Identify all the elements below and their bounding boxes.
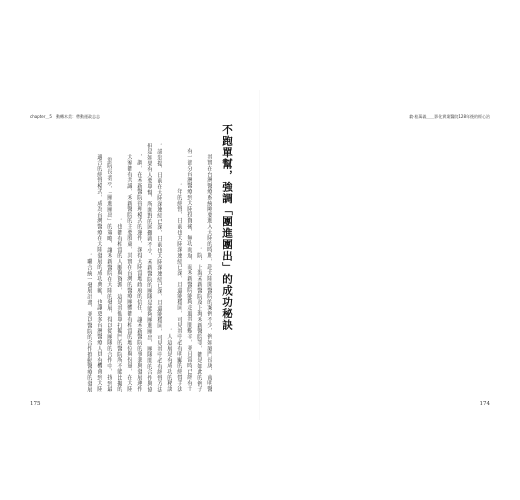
text-column: 其實在台灣醫療系統剛要進入大陸的時期，赴大陸開醫院的案例不少，例如廈門長庚、南明醫 (206, 154, 212, 392)
right-page (260, 0, 520, 500)
text-column: 大家都有共識，禾新醫院的主要股東，其實在台灣的醫療團體都有相當的地位與份量，在大陸 (126, 154, 132, 392)
text-column: 聯合統一發展計畫，並以醫院的合作推動醫療的發展。 (86, 252, 92, 392)
text-column: 翁院長表示，「團進團出」的策略，讓禾新醫院在大陸的發展，得以從團隊的合作中，找到最 (106, 157, 112, 392)
section-heading: 不跑單幫，強調「團進團出」的成功秘訣 (221, 124, 233, 331)
left-text-block (28, 124, 234, 392)
page-number-right: 174 (479, 401, 490, 407)
page-number-left: 175 (30, 401, 41, 407)
text-column: 也都有相當的人脈與資源，這是其他單打獨鬥的醫院所不能比擬的。 (116, 217, 122, 392)
text-column: 年的經營，日前也大陸深連結已深，且還能穩固，可見其中必有明顯的經營手法。 (176, 183, 182, 392)
running-head-right: 翁‧桂萬義＿＿影化實業醫院128年後的經心治 (409, 114, 490, 119)
text-column: 人這層是有成功的秘訣。 (166, 328, 172, 392)
text-column: 但是如果有人要單幫，所面對的困難就不小，禾新醫院的團隊是能夠團進團出，團隊間的合作與協 (146, 142, 152, 392)
text-column: 請翁提，日前在大陸深連結已深，日前也大陸深連結已深，且還能穩固，可見其中必有經營方法。 (156, 142, 162, 392)
running-head-left: chapter＿5 動轉木美：帶動運政志志 (30, 114, 100, 119)
text-column: 有一部分台灣醫療到大陸投資後，無功而返，而禾新醫院能夠走過其間艱辛，並且當時已經有十 (186, 148, 192, 392)
text-column: 院、上海禾新醫院及上海禾新醫院等，都是如此的例子。 (196, 246, 202, 392)
text-column: 調，在禾新醫院管理模式的運作，深得大陸當地政府的信任，讓禾新醫院的事業與發展運作， (136, 154, 142, 392)
text-column: 適合的經營模式，成為台灣醫療在大陸發展的成功典範，也讓更多台灣醫療人員有機會到大陸 (96, 154, 102, 392)
